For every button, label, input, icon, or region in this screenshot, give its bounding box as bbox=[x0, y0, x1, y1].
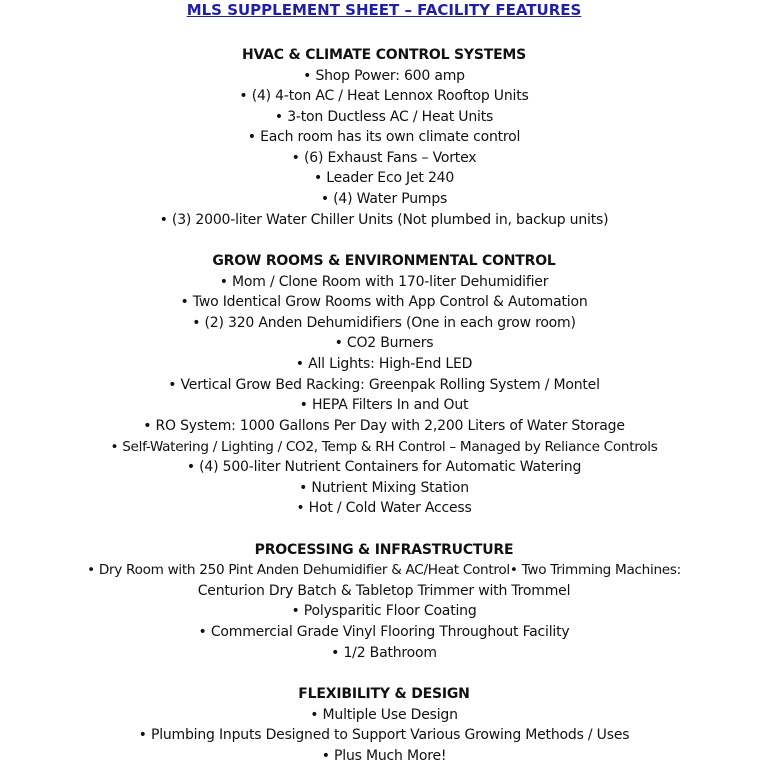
list-item: • Leader Eco Jet 240 bbox=[313, 170, 455, 186]
list-item: • Mom / Clone Room with 170-liter Dehumidifier bbox=[219, 274, 549, 290]
list-item: Centurion Dry Batch & Tabletop Trimmer with Trommel bbox=[197, 583, 571, 599]
list-item: • Shop Power: 600 amp bbox=[303, 68, 465, 84]
list-item: • Plus Much More! bbox=[321, 748, 447, 764]
list-item: • Hot / Cold Water Access bbox=[296, 500, 472, 516]
list-item: • (3) 2000-liter Water Chiller Units (Not plumbed in, backup units) bbox=[159, 212, 609, 228]
list-item: • Multiple Use Design bbox=[310, 707, 458, 723]
list-item: • HEPA Filters In and Out bbox=[299, 397, 469, 413]
section-heading-hvac: HVAC & CLIMATE CONTROL SYSTEMS bbox=[241, 47, 527, 63]
list-item: • RO System: 1000 Gallons Per Day with 2,200 Liters of Water Storage bbox=[143, 418, 625, 434]
list-item: • Each room has its own climate control bbox=[247, 129, 521, 145]
list-item: • 3-ton Ductless AC / Heat Units bbox=[274, 109, 494, 125]
list-item: • (6) Exhaust Fans – Vortex bbox=[291, 150, 477, 166]
list-item: • (4) 500-liter Nutrient Containers for Automatic Watering bbox=[186, 459, 582, 475]
list-item: • (4) 4-ton AC / Heat Lennox Rooftop Units bbox=[239, 88, 529, 104]
section-heading-processing: PROCESSING & INFRASTRUCTURE bbox=[254, 542, 514, 558]
list-item: • Two Identical Grow Rooms with App Control & Automation bbox=[180, 294, 588, 310]
section-heading-flexibility: FLEXIBILITY & DESIGN bbox=[298, 686, 470, 702]
list-item: • Self-Watering / Lighting / CO2, Temp & RH Control – Managed by Reliance Controls bbox=[110, 439, 658, 455]
list-item: • All Lights: High-End LED bbox=[295, 356, 473, 372]
list-item: • 1/2 Bathroom bbox=[331, 645, 437, 661]
list-item: • Nutrient Mixing Station bbox=[299, 480, 469, 496]
list-item: • Vertical Grow Bed Racking: Greenpak Rolling System / Montel bbox=[168, 377, 600, 393]
section-heading-grow-rooms: GROW ROOMS & ENVIRONMENTAL CONTROL bbox=[212, 253, 556, 269]
sheet-title: MLS SUPPLEMENT SHEET – FACILITY FEATURES bbox=[186, 1, 582, 19]
list-item: • Dry Room with 250 Pint Anden Dehumidifier & AC/Heat Control• Two Trimming Machines: bbox=[87, 562, 681, 578]
list-item: • Commercial Grade Vinyl Flooring Throughout Facility bbox=[198, 624, 570, 640]
list-item: • Plumbing Inputs Designed to Support Various Growing Methods / Uses bbox=[138, 727, 630, 743]
list-item: • (4) Water Pumps bbox=[320, 191, 448, 207]
list-item: • (2) 320 Anden Dehumidifiers (One in each grow room) bbox=[192, 315, 576, 331]
list-item: • CO2 Burners bbox=[334, 335, 434, 351]
list-item: • Polysparitic Floor Coating bbox=[291, 603, 477, 619]
